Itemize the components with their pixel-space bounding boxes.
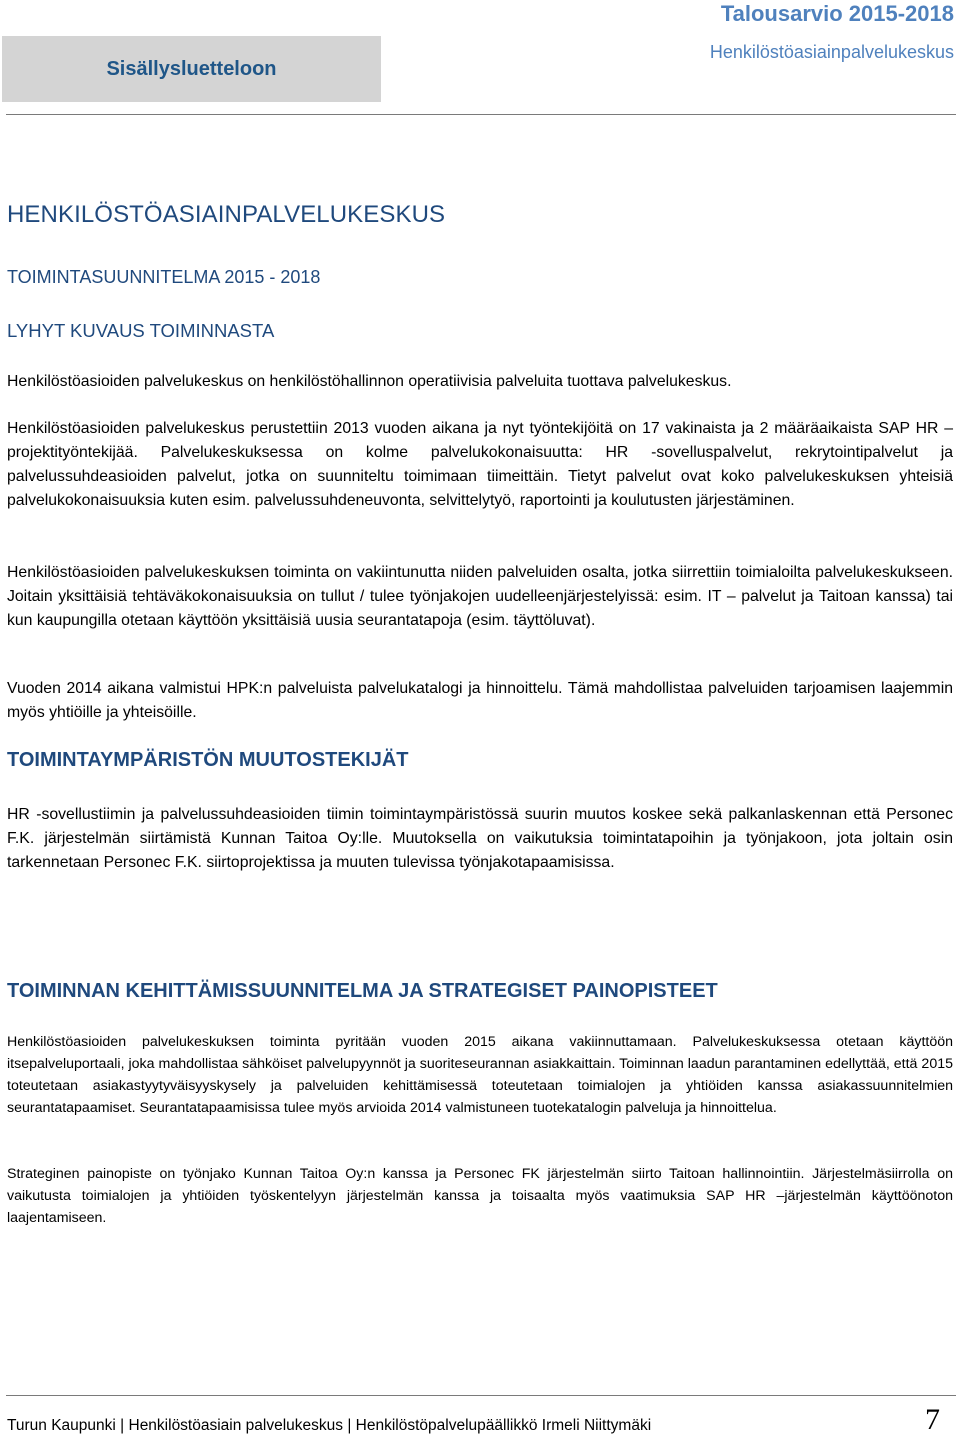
section1-paragraph: Henkilöstöasioiden palvelukeskuksen toiminta on vakiintunutta niiden palveluiden osalta, jotka siirrettiin toimialoilta palvelukeskukseen. Joitain yksittäisiä tehtäväkokonaisuuksia on tullut / tulee työnjakojen uudelleenjärjestelyissä: esim. IT – palvelut ja Taitoan kanssa) tai kun kaupungilla otetaan käyttöön yksittäisiä uusia seurantatapoja (esim. täyttöluvat).: [7, 564, 953, 629]
section3-paragraph: Strateginen painopiste on työnjako Kunnan Taitoa Oy:n kanssa ja Personec FK järjestelmän siirto Taitoan hallinnointiin. Järjestelmäsiirrolla on vaikutusta toimialojen ja yhtiöiden työskentelyyn järjestelmän kanssa ja toisaalta myös vaatimuksia SAP HR –järjestelmän käyttöönoton laajentamiseen.: [7, 1166, 953, 1226]
page-header: [710, 0, 954, 63]
section3-paragraph: Henkilöstöasioiden palvelukeskuksen toiminta pyritään vuoden 2015 aikana vakiinnuttamaan. Palvelukeskuksessa otetaan käyttöön itsepalveluportaali, joka mahdollistaa sähköiset palvelupyynnöt ja suoriteseurannan asiakkaittain. Toiminnan laadun parantaminen edellyttää, että 2015 toteutetaan asiakastyytyväisyyskysely ja palveluiden kehittämisessä toteutetaan toimialojen ja yhtiöiden kanssa asiakassuunnitelmien seurantatapaamiset. Seurantatapaamisissa tulee myös arvioida 2014 valmistuneen tuotekatalogin palveluja ja hinnoittelua.: [7, 1034, 953, 1116]
toc-button[interactable]: Sisällysluetteloon: [2, 36, 381, 102]
footer-divider: [6, 1395, 956, 1396]
section1-heading: LYHYT KUVAUS TOIMINNASTA: [7, 320, 275, 341]
section3-heading: TOIMINNAN KEHITTÄMISSUUNNITELMA JA STRATEGISET PAINOPISTEET: [7, 980, 718, 1002]
footer-text: Turun Kaupunki | Henkilöstöasiain palvelukeskus | Henkilöstöpalvelupäällikkö Irmeli Niittymäki: [7, 1417, 652, 1434]
plan-heading: TOIMINTASUUNNITELMA 2015 - 2018: [7, 267, 321, 287]
section2-heading: TOIMINTAYMPÄRISTÖN MUUTOSTEKIJÄT: [7, 749, 409, 771]
section2-paragraph: HR -sovellustiimin ja palvelussuhdeasioiden tiimin toimintaympäristössä suurin muutos koskee sekä palkanlaskennan että Personec F.K. järjestelmän siirtämistä Kunnan Taitoa Oy:lle. Muutoksella on vaikutuksia toimintatapoihin ja työnjakoon, jota joltain osin tarkennetaan Personec F.K. siirtoprojektissa ja muuten tulevissa työnjakotapaamisissa.: [7, 806, 953, 871]
section1-paragraph: Henkilöstöasioiden palvelukeskus on henkilöstöhallinnon operatiivisia palveluita tuottava palvelukeskus.: [7, 373, 732, 390]
section1-paragraph: Henkilöstöasioiden palvelukeskus perustettiin 2013 vuoden aikana ja nyt työntekijöitä on 17 vakinaista ja 2 määräaikaista SAP HR –projektityöntekijää. Palvelukeskuksessa on kolme palvelukokonaisuutta: HR -sovelluspalvelut, rekrytointipalvelut ja palvelussuhdeasioiden palvelut, jotka on suunniteltu toimimaan tiimeittäin. Tietyt palvelut ovat koko palvelukeskuksen yhteisiä palvelukokonaisuuksia kuten esim. palvelussuhdeneuvonta, selvittelytyö, raportointi ja koulutusten järjestäminen.: [7, 420, 953, 509]
header-title: Talousarvio 2015-2018: [720, 1, 954, 26]
document-title: HENKILÖSTÖASIAINPALVELUKESKUS: [7, 201, 446, 228]
section1-paragraph: Vuoden 2014 aikana valmistui HPK:n palveluista palvelukatalogi ja hinnoittelu. Tämä mahdollistaa palveluiden tarjoamisen laajemmin myös yhtiöille ja yhteisöille.: [7, 680, 953, 721]
header-divider: [6, 114, 956, 115]
page-number: 7: [925, 1403, 940, 1436]
header-subtitle: Henkilöstöasiainpalvelukeskus: [709, 42, 954, 62]
